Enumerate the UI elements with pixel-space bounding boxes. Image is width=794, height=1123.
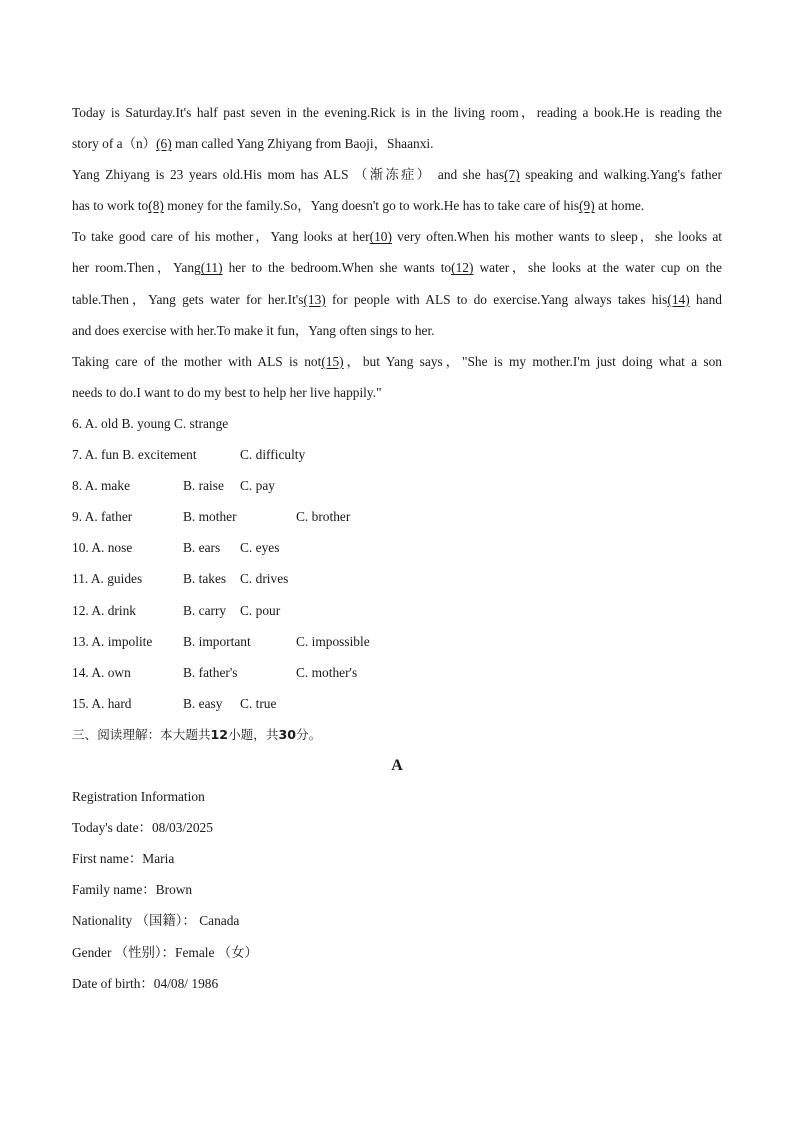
question-6-options: 6. A. old B. young C. strange xyxy=(72,415,229,431)
passage-line: Today is Saturday.It's half past seven in the evening.Rick is in the living room，reading a book.He is reading the xyxy=(72,105,722,120)
question-10-options: 10. A. nose B. ears C. eyes xyxy=(72,540,280,556)
passage-line: needs to do.I want to do my best to help her live happily." xyxy=(72,384,382,400)
first-name: First name：Maria xyxy=(72,851,175,867)
blank-14: (14) xyxy=(667,291,690,307)
blank-6: (6) xyxy=(156,136,172,152)
passage-line: has to work to(8) money for the family.So，Yang doesn't go to work.He has to take care of his(9) at home. xyxy=(72,198,645,214)
question-13-options: 13. A. impolite B. important C. impossible xyxy=(72,633,370,649)
blank-13: (13) xyxy=(303,291,326,307)
passage-line: her room.Then，Yang(11) her to the bedroom.When she wants to(12) water，she looks at the water cup on the xyxy=(72,260,722,276)
family-name: Family name：Brown xyxy=(72,882,193,898)
registration-info xyxy=(72,781,722,999)
registration-heading: Registration Information xyxy=(72,789,205,805)
passage-line: and does exercise with her.To make it fun，Yang often sings to her. xyxy=(72,322,435,338)
passage-line: table.Then，Yang gets water for her.It's(13) for people with ALS to do exercise.Yang always takes his(14) hand xyxy=(72,291,722,307)
question-12-options: 12. A. drink B. carry C. pour xyxy=(72,602,281,618)
passage-line: story of a（n）(6) man called Yang Zhiyang from Baoji，Shaanxi. xyxy=(72,136,434,152)
exam-page xyxy=(72,97,722,999)
blank-10: (10) xyxy=(369,229,392,245)
question-7-options: 7. A. fun B. excitement C. difficulty xyxy=(72,447,306,463)
passage-line: To take good care of his mother，Yang looks at her(10) very often.When his mother wants to sleep，she looks at xyxy=(72,229,723,245)
question-15-options: 15. A. hard B. easy C. true xyxy=(72,695,277,711)
blank-12: (12) xyxy=(451,260,474,276)
passage-line: Taking care of the mother with ALS is not(15)，but Yang says，"She is my mother.I'm just doing what a son xyxy=(72,353,722,369)
blank-15: (15) xyxy=(321,353,344,369)
blank-9: (9) xyxy=(579,198,595,214)
gender: Gender （性别）：Female （女） xyxy=(72,944,258,960)
question-9-options: 9. A. father B. mother C. brother xyxy=(72,509,351,525)
question-11-options: 11. A. guides B. takes C. drives xyxy=(72,571,289,587)
options-list xyxy=(72,408,722,719)
question-8-options: 8. A. make B. raise C. pay xyxy=(72,478,275,494)
passage-a-title: A xyxy=(391,756,403,774)
blank-8: (8) xyxy=(148,198,164,214)
cloze-passage xyxy=(72,97,722,408)
nationality: Nationality （国籍）： Canada xyxy=(72,913,240,929)
section-3-heading: 三、阅读理解：本大题共12小题，共30分。 xyxy=(72,726,322,742)
date-of-birth: Date of birth：04/08/ 1986 xyxy=(72,975,219,991)
question-14-options: 14. A. own B. father's C. mother's xyxy=(72,664,358,680)
blank-7: (7) xyxy=(504,167,520,183)
blank-11: (11) xyxy=(200,260,223,276)
passage-line: Yang Zhiyang is 23 years old.His mom has ALS （渐冻症） and she has(7) speaking and walking.Yang's father xyxy=(72,167,722,183)
todays-date: Today's date：08/03/2025 xyxy=(72,820,213,836)
